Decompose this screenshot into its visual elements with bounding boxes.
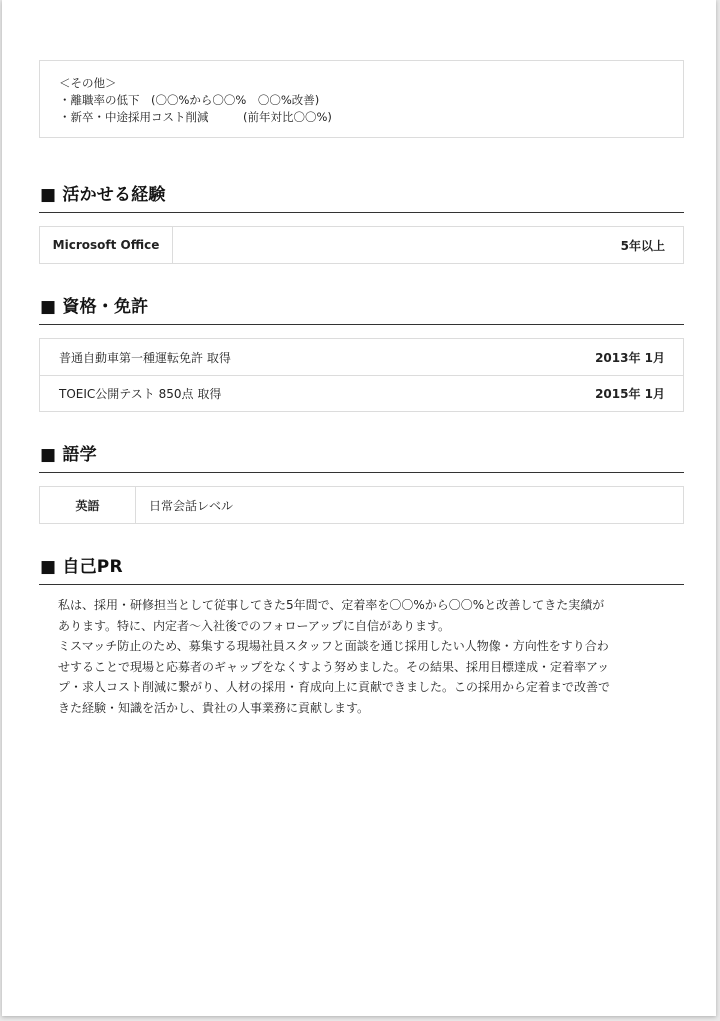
section-divider [39, 472, 684, 473]
section-title-language: ■ 語学 [40, 445, 97, 465]
self-pr-line: せすることで現場と応募者のギャップをなくすよう努めました。その結果、採用目標達成・定着率アッ [58, 659, 610, 674]
license-date: 2013年 1月 [595, 350, 665, 365]
self-pr-line: 私は、採用・研修担当として従事してきた5年間で、定着率を〇〇%から〇〇%と改善してきた実績が [58, 598, 605, 612]
other-heading: ＜その他＞ [59, 76, 117, 90]
self-pr-line: プ・求人コスト削減に繋がり、人材の採用・育成向上に貢献できました。この採用から定着まで改善で [58, 680, 611, 694]
experience-table [39, 226, 684, 264]
table-row [40, 227, 683, 263]
language-name: 英語 [40, 487, 136, 523]
license-name: 普通自動車第一種運転免許 取得 [59, 350, 231, 365]
table-row [40, 375, 683, 411]
section-divider [39, 584, 684, 585]
other-item: ・新卒・中途採用コスト削減 (前年対比〇〇%) [59, 110, 332, 124]
experience-name: Microsoft Office [40, 227, 173, 263]
self-pr-line: きた経験・知識を活かし、貴社の人事業務に貢献します。 [58, 700, 370, 715]
language-level: 日常会話レベル [149, 498, 234, 513]
section-title-self-pr: ■ 自己PR [40, 557, 123, 577]
table-row [40, 339, 683, 375]
section-divider [39, 212, 684, 213]
language-table [39, 486, 684, 524]
self-pr-line: あります。特に、内定者～入社後でのフォローアップに自信があります。 [58, 618, 451, 633]
other-achievements-box [39, 60, 684, 138]
self-pr-text [58, 595, 670, 718]
section-title-licenses: ■ 資格・免許 [40, 297, 149, 317]
licenses-table [39, 338, 684, 412]
section-title-experience: ■ 活かせる経験 [40, 185, 166, 205]
license-name: TOEIC公開テスト 850点 取得 [59, 387, 222, 401]
self-pr-line: ミスマッチ防止のため、募集する現場社員スタッフと面談を通じ採用したい人物像・方向性をすり合わ [58, 639, 609, 653]
license-date: 2015年 1月 [595, 387, 665, 401]
section-divider [39, 324, 684, 325]
other-item: ・離職率の低下 (〇〇%から〇〇% 〇〇%改善) [59, 93, 320, 107]
resume-page [2, 0, 716, 1016]
table-row [40, 487, 683, 523]
experience-duration: 5年以上 [620, 238, 665, 253]
